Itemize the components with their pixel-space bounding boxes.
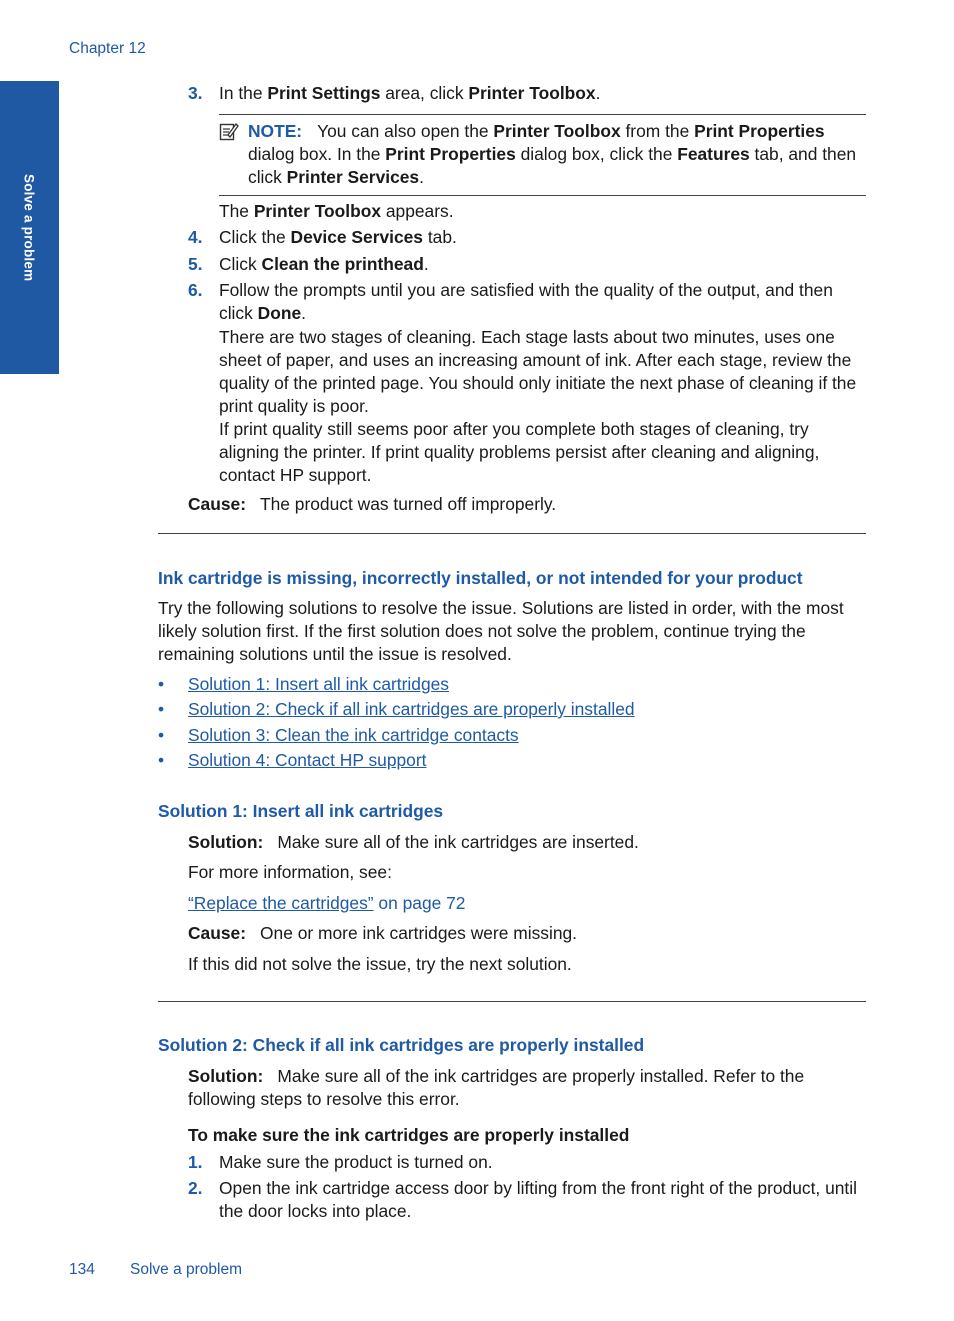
- solution-2-heading: Solution 2: Check if all ink cartridges are properly installed: [158, 1035, 645, 1055]
- solution-1-line: [188, 831, 868, 854]
- bold-term: Features: [677, 144, 750, 164]
- text-run: from the: [620, 121, 695, 141]
- text-run: Click the: [219, 227, 291, 247]
- text-run: tab, and then click: [248, 144, 857, 187]
- chapter-label: Chapter 12: [69, 40, 146, 57]
- bullet: •: [158, 750, 165, 770]
- text-run: .: [423, 254, 429, 274]
- solution-label: Solution:: [188, 1066, 264, 1086]
- text-run: You can also open the: [317, 121, 494, 141]
- bold-term: Done: [257, 303, 302, 323]
- text-run: .: [301, 303, 306, 323]
- note-top-rule: [219, 114, 866, 115]
- solution-2-line: [188, 1065, 868, 1111]
- step-text: [219, 226, 869, 249]
- note-bottom-rule: [219, 195, 866, 196]
- bold-term: Print Properties: [385, 144, 516, 164]
- page-ref: on page 72: [373, 893, 466, 913]
- cause-text: One or more ink cartridges were missing.: [260, 923, 578, 943]
- next-solution-text: If this did not solve the issue, try the next solution.: [188, 954, 572, 974]
- procedure-title: To make sure the ink cartridges are properly installed: [188, 1125, 630, 1145]
- side-tab-label: Solve a problem: [21, 173, 37, 282]
- step-text: [219, 82, 869, 105]
- text-run: area, click: [380, 83, 469, 103]
- toolbox-appears-text: [219, 200, 869, 223]
- bold-term: Printer Toolbox: [493, 121, 621, 141]
- bullet: •: [158, 699, 165, 719]
- cause-line: [188, 493, 868, 516]
- note-label: NOTE:: [248, 121, 303, 141]
- step-text: Make sure the product is turned on.: [219, 1152, 493, 1172]
- replace-cartridges-link[interactable]: “Replace the cartridges”: [188, 893, 374, 913]
- text-run: dialog box, click the: [515, 144, 678, 164]
- step-number: 1.: [188, 1152, 203, 1172]
- step-number: 5.: [188, 254, 203, 274]
- section-divider: [158, 1001, 866, 1002]
- text-run: Click: [219, 254, 262, 274]
- bold-term: Printer Services: [286, 167, 420, 187]
- section-divider: [158, 533, 866, 534]
- text-run: appears.: [381, 201, 454, 221]
- bullet: •: [158, 674, 165, 694]
- step-text: [219, 253, 869, 276]
- bold-term: Print Properties: [694, 121, 825, 141]
- replace-cartridges-ref: [188, 892, 868, 915]
- footer-section: Solve a problem: [130, 1261, 243, 1278]
- step-text: Open the ink cartridge access door by lifting from the front right of the product, until the door locks into place.: [219, 1178, 857, 1221]
- bold-term: Print Settings: [267, 83, 381, 103]
- solution-link-2[interactable]: Solution 2: Check if all ink cartridges are properly installed: [188, 699, 635, 719]
- text-run: tab.: [422, 227, 457, 247]
- step-text: [219, 279, 869, 325]
- section-intro: Try the following solutions to resolve the issue. Solutions are listed in order, with the most likely solution first. If the first solution does not solve the problem, continue trying the remaining solutions until the issue is resolved.: [158, 598, 844, 664]
- page-number: 134: [69, 1261, 95, 1278]
- step-number: 6.: [188, 280, 203, 300]
- note-pencil-icon: [219, 121, 239, 141]
- solution-1-heading: Solution 1: Insert all ink cartridges: [158, 801, 444, 821]
- solution-link-3[interactable]: Solution 3: Clean the ink cartridge contacts: [188, 725, 519, 745]
- cause-label: Cause:: [188, 923, 246, 943]
- more-info-text: For more information, see:: [188, 862, 392, 882]
- text-run: Follow the prompts until you are satisfied with the quality of the output, and then click: [219, 280, 833, 323]
- section-heading: Ink cartridge is missing, incorrectly installed, or not intended for your product: [158, 568, 803, 588]
- bullet: •: [158, 725, 165, 745]
- solution-text: Make sure all of the ink cartridges are properly installed. Refer to the following steps to resolve this error.: [188, 1066, 805, 1109]
- bold-term: Printer Toolbox: [253, 201, 382, 221]
- side-tab: [0, 81, 59, 374]
- solution-label: Solution:: [188, 832, 264, 852]
- bold-term: Clean the printhead: [261, 254, 424, 274]
- step-number: 2.: [188, 1178, 203, 1198]
- text-run: .: [595, 83, 601, 103]
- note-text: [248, 120, 868, 189]
- text-run: The: [219, 201, 254, 221]
- text-run: .: [419, 167, 424, 187]
- solution-text: Make sure all of the ink cartridges are inserted.: [277, 832, 639, 852]
- step-number: 4.: [188, 227, 203, 247]
- note-body: [248, 121, 856, 187]
- step-number: 3.: [188, 83, 203, 103]
- solution-link-1[interactable]: Solution 1: Insert all ink cartridges: [188, 674, 449, 694]
- step-6-detail: There are two stages of cleaning. Each stage lasts about two minutes, uses one sheet of paper, and uses an increasing amount of ink. After each stage, review the quality of the printed page. You should only initiate the next phase of cleaning if the print quality is poor.: [219, 327, 857, 416]
- cause-label: Cause:: [188, 494, 246, 514]
- step-6-detail-2: If print quality still seems poor after you complete both stages of cleaning, try aligning the printer. If print quality problems persist after cleaning and aligning, contact HP support.: [219, 419, 820, 485]
- text-run: In the: [219, 83, 268, 103]
- text-run: dialog box. In the: [248, 144, 386, 164]
- solution-link-4[interactable]: Solution 4: Contact HP support: [188, 750, 427, 770]
- cause-text: The product was turned off improperly.: [260, 494, 557, 514]
- bold-term: Printer Toolbox: [468, 83, 596, 103]
- bold-term: Device Services: [290, 227, 423, 247]
- cause-line: [188, 922, 868, 945]
